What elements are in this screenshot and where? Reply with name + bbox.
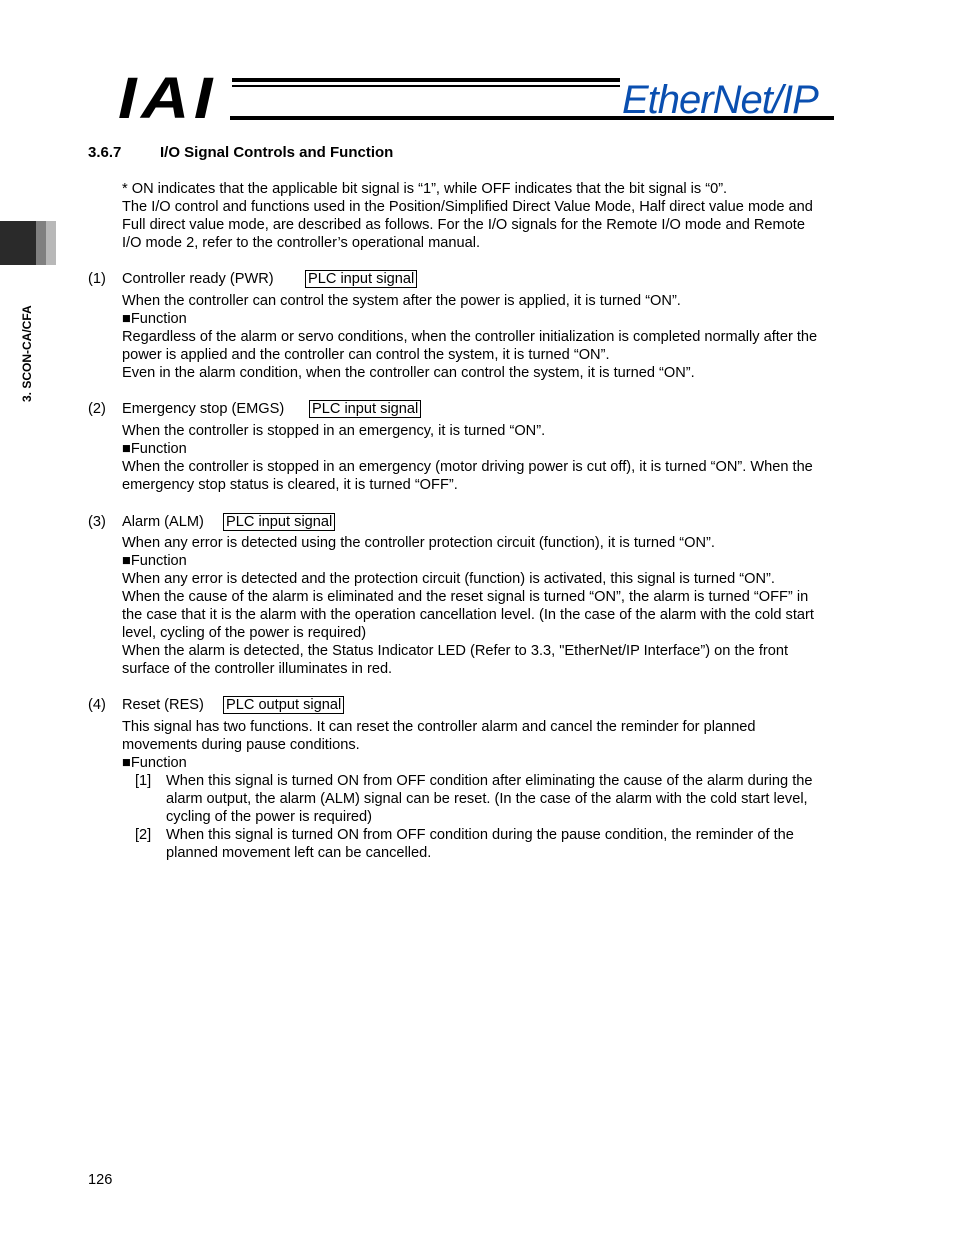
side-tab-light-block — [46, 221, 56, 265]
sub-item-number: [2] — [135, 827, 152, 843]
function-text: When the cause of the alarm is eliminated and the reset signal is turned “ON”, the alarm is turned “OFF” in — [122, 589, 809, 605]
function-text: surface of the controller illuminates in red. — [122, 661, 393, 677]
item-number: (2) — [88, 401, 106, 417]
section-title: I/O Signal Controls and Function — [160, 144, 394, 161]
function-text: emergency stop status is cleared, it is turned “OFF”. — [122, 477, 458, 493]
function-text: level, cycling of the power is required) — [122, 625, 367, 641]
signal-type-box: PLC output signal — [223, 696, 344, 714]
sub-item-number: [1] — [135, 773, 152, 789]
signal-type-box: PLC input signal — [223, 513, 335, 531]
item-name: Reset (RES) — [122, 697, 204, 713]
sub-item-text: cycling of the power is required) — [166, 809, 373, 825]
item-number: (3) — [88, 514, 106, 530]
function-text: Even in the alarm condition, when the controller can control the system, it is turned “ON”. — [122, 365, 695, 381]
iai-logo: IAI — [118, 66, 218, 131]
header-rule-top-thin — [232, 85, 620, 87]
ethernet-ip-logo: EtherNet/IP — [622, 78, 818, 122]
item-number: (4) — [88, 697, 106, 713]
item-summary: When any error is detected using the controller protection circuit (function), it is turned “ON”. — [122, 535, 715, 551]
side-tab-dark-block — [0, 221, 36, 265]
function-text: When any error is detected and the protection circuit (function) is activated, this signal is turned “ON”. — [122, 571, 775, 587]
item-summary: When the controller is stopped in an emergency, it is turned “ON”. — [122, 423, 546, 439]
side-chapter-label: 3. SCON-CA/CFA — [20, 305, 34, 402]
function-label: ■Function — [122, 311, 187, 327]
intro-line: * ON indicates that the applicable bit signal is “1”, while OFF indicates that the bit signal is “0”. — [122, 181, 728, 197]
item-summary: movements during pause conditions. — [122, 737, 360, 753]
item-number: (1) — [88, 271, 106, 287]
page-number: 126 — [88, 1172, 113, 1188]
item-name: Alarm (ALM) — [122, 514, 204, 530]
function-text: Regardless of the alarm or servo conditions, when the controller initialization is completed normally after the — [122, 329, 818, 345]
function-text: When the controller is stopped in an emergency (motor driving power is cut off), it is turned “ON”. When the — [122, 459, 813, 475]
function-text: When the alarm is detected, the Status Indicator LED (Refer to 3.3, "EtherNet/IP Interface”) on the front — [122, 643, 789, 659]
item-summary: This signal has two functions. It can reset the controller alarm and cancel the reminder for planned — [122, 719, 756, 735]
function-label: ■Function — [122, 441, 187, 457]
side-tab-mid-block — [36, 221, 46, 265]
sub-item-text: planned movement left can be cancelled. — [166, 845, 432, 861]
item-summary: When the controller can control the system after the power is applied, it is turned “ON”. — [122, 293, 681, 309]
function-text: the case that it is the alarm with the operation cancellation level. (In the case of the alarm with the cold start — [122, 607, 814, 623]
signal-type-box: PLC input signal — [309, 400, 421, 418]
function-label: ■Function — [122, 553, 187, 569]
sub-item-text: When this signal is turned ON from OFF condition after eliminating the cause of the alarm during the — [166, 773, 813, 789]
item-name: Controller ready (PWR) — [122, 271, 274, 287]
item-name: Emergency stop (EMGS) — [122, 401, 285, 417]
function-text: power is applied and the controller can control the system, it is turned “ON”. — [122, 347, 610, 363]
function-label: ■Function — [122, 755, 187, 771]
signal-type-box: PLC input signal — [305, 270, 417, 288]
header-rule-top — [232, 78, 620, 82]
sub-item-text: alarm output, the alarm (ALM) signal can be reset. (In the case of the alarm with the cold start level, — [166, 791, 808, 807]
intro-line: I/O mode 2, refer to the controller’s operational manual. — [122, 235, 481, 251]
intro-line: The I/O control and functions used in the Position/Simplified Direct Value Mode, Half direct value mode and — [122, 199, 813, 215]
section-number: 3.6.7 — [88, 144, 122, 161]
sub-item-text: When this signal is turned ON from OFF condition during the pause condition, the reminder of the — [166, 827, 794, 843]
intro-line: Full direct value mode, are described as follows. For the I/O signals for the Remote I/O mode and Remote — [122, 217, 805, 233]
